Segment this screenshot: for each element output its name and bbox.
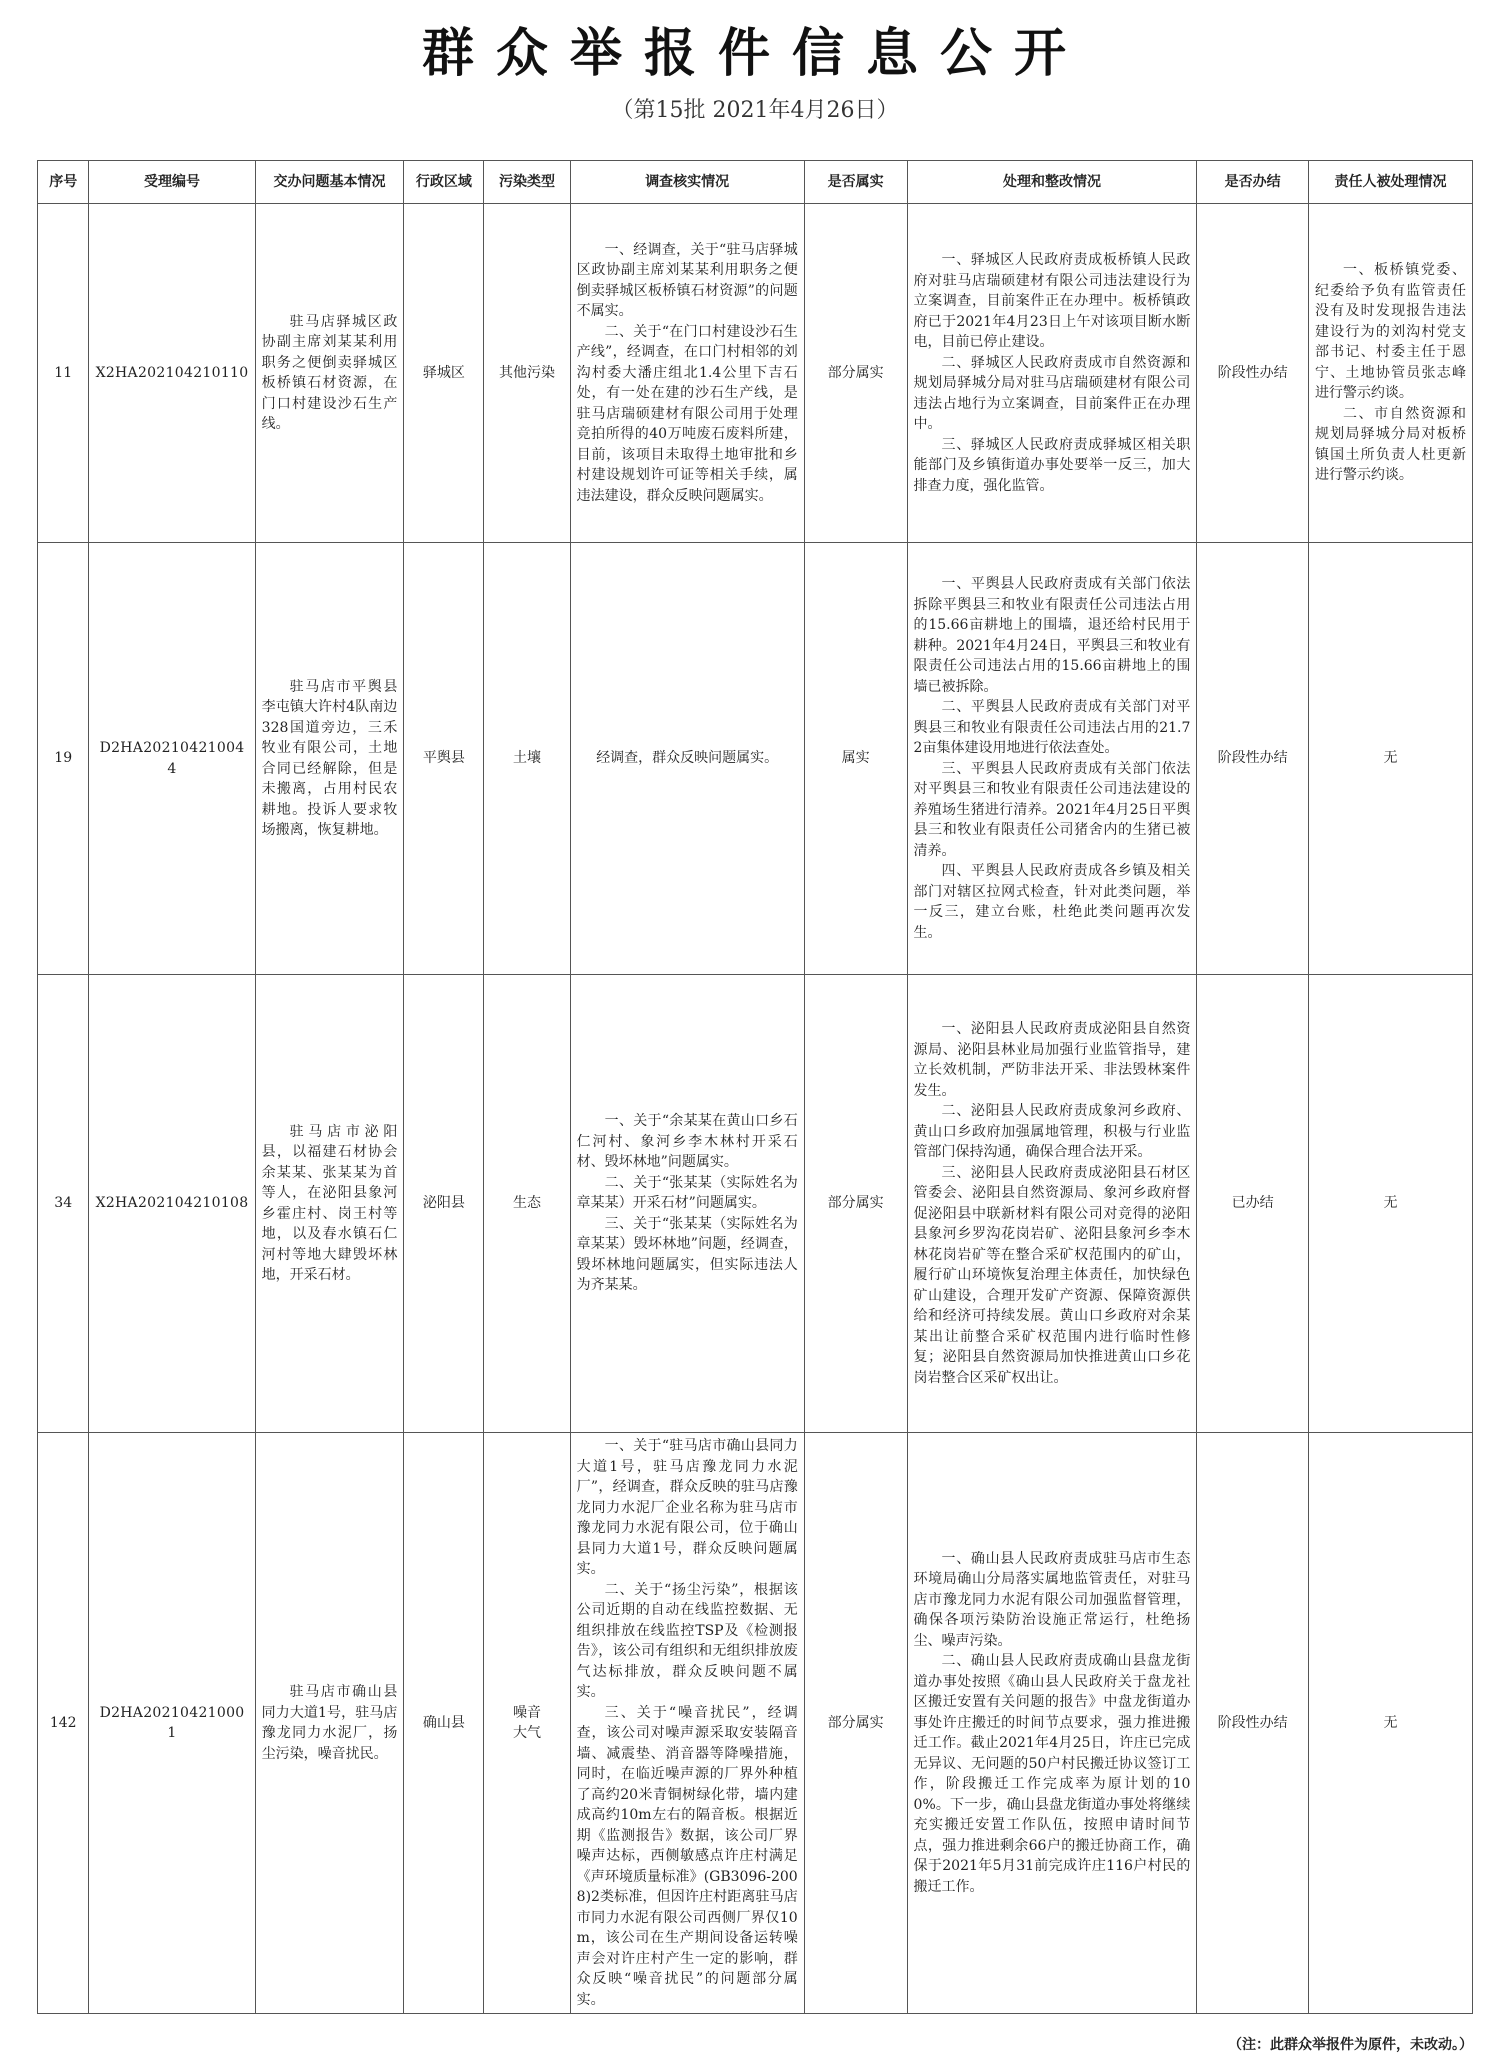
investigation-paragraph: 三、关于“噪音扰民”，经调查，该公司对噪声源采取安装隔音墙、减震垫、消音器等降噪措施，同时，在临近噪声源的厂界外种植了高约20米青铜树绿化带，墙内建成高约10m左右的隔音板。根据近期《监测报告》数据，该公司厂界噪声达标，西侧敏感点许庄村满足《声环境质量标准》(GB3096-2008)2类标准，但因许庄村距离驻马店市同力水泥有限公司西侧厂界仅10m，该公司在生产期间设备运转噪声会对许庄村产生一定的影响，群众反映“噪音扰民”的问题部分属实。 xyxy=(576,1704,798,2008)
accountability-paragraph: 无 xyxy=(1383,1195,1398,1212)
footnote: （注：此群众举报件为原件，未改动。） xyxy=(1228,2037,1473,2053)
report-table xyxy=(37,160,1473,2014)
page-subtitle: （第15批 2021年4月26日） xyxy=(611,98,899,123)
rectification-paragraph: 一、确山县人民政府责成驻马店市生态环境局确山分局落实属地监管责任，对驻马店市豫龙同力水泥有限公司加强监督管理，确保各项污染防治设施正常运行，杜绝扬尘、噪声污染。 xyxy=(913,1550,1191,1649)
header-code: 受理编号 xyxy=(89,161,255,204)
rectification-paragraph: 三、平舆县人民政府责成有关部门依法对平舆县三和牧业有限责任公司违法建设的养殖场生猪进行清养。2021年4月25日平舆县三和牧业有限责任公司猪舍内的生猪已被清养。 xyxy=(913,760,1191,859)
investigation-paragraph: 经调查，群众反映问题属实。 xyxy=(596,750,779,767)
cell-rectification xyxy=(907,204,1197,543)
table-row xyxy=(38,204,1473,543)
header-investigation: 调查核实情况 xyxy=(570,161,804,204)
cell-closed: 阶段性办结 xyxy=(1197,1433,1309,2014)
cell-code: D2HA202104210044 xyxy=(89,543,255,975)
rectification-paragraph: 二、泌阳县人民政府责成象河乡政府、黄山口乡政府加强属地管理，积极与行业监管部门保持沟通，确保合理合法开采。 xyxy=(913,1103,1191,1160)
cell-seq: 11 xyxy=(38,204,89,543)
cell-pollution: 其他污染 xyxy=(484,204,570,543)
cell-investigation xyxy=(570,543,804,975)
cell-verified: 部分属实 xyxy=(804,1433,907,2014)
table-header-row xyxy=(38,161,1473,204)
header-issue: 交办问题基本情况 xyxy=(255,161,404,204)
rectification-paragraph: 三、泌阳县人民政府责成泌阳县石材区管委会、泌阳县自然资源局、象河乡政府督促泌阳县中联新材料有限公司对竞得的泌阳县象河乡罗沟花岗岩矿、泌阳县象河乡李木林花岗岩矿等在整合采矿权范围内的矿山，履行矿山环境恢复治理主体责任，加快绿色矿山建设，合理开发矿产资源、保障资源供给和经济可持续发展。黄山口乡政府对余某某出让前整合采矿权范围内进行临时性修复；泌阳县自然资源局加快推进黄山口乡花岗岩整合区采矿权出让。 xyxy=(913,1164,1191,1386)
cell-verified: 部分属实 xyxy=(804,975,907,1433)
table-row xyxy=(38,975,1473,1433)
investigation-paragraph: 一、经调查，关于“驻马店驿城区政协副主席刘某某利用职务之便倒卖驿城区板桥镇石材资源”的问题不属实。 xyxy=(576,241,798,320)
cell-region: 泌阳县 xyxy=(404,975,484,1433)
cell-pollution: 噪音 大气 xyxy=(484,1433,570,2014)
cell-issue: 驻马店驿城区政协副主席刘某某利用职务之便倒卖驿城区板桥镇石材资源，在门口村建设沙石生产线。 xyxy=(255,204,404,543)
investigation-paragraph: 三、关于“张某某（实际姓名为章某某）毁坏林地”问题，经调查，毁坏林地问题属实，但实际违法人为齐某某。 xyxy=(576,1215,798,1294)
page-title: 群众举报件信息公开 xyxy=(421,23,1088,84)
accountability-paragraph: 二、市自然资源和规划局驿城分局对板桥镇国土所负责人杜更新进行警示约谈。 xyxy=(1314,405,1466,484)
header-region: 行政区域 xyxy=(404,161,484,204)
cell-region: 驿城区 xyxy=(404,204,484,543)
accountability-paragraph: 一、板桥镇党委、纪委给予负有监管责任没有及时发现报告违法建设行为的刘沟村党支部书记、村委主任于恩宁、土地协管员张志峰进行警示约谈。 xyxy=(1314,262,1466,402)
cell-investigation xyxy=(570,204,804,543)
investigation-paragraph: 二、关于“扬尘污染”，根据该公司近期的自动在线监控数据、无组织排放在线监控TSP及《检测报告》，该公司有组织和无组织排放废气达标排放，群众反映问题不属实。 xyxy=(576,1581,798,1700)
cell-closed: 阶段性办结 xyxy=(1197,543,1309,975)
accountability-paragraph: 无 xyxy=(1383,750,1398,767)
header-verified: 是否属实 xyxy=(804,161,907,204)
cell-closed: 已办结 xyxy=(1197,975,1309,1433)
rectification-paragraph: 二、驿城区人民政府责成市自然资源和规划局驿城分局对驻马店瑞硕建材有限公司违法占地行为立案调查，目前案件正在办理中。 xyxy=(913,354,1191,432)
table-row xyxy=(38,1433,1473,2014)
cell-rectification xyxy=(907,543,1197,975)
investigation-paragraph: 一、关于“余某某在黄山口乡石仁河村、象河乡李木林村开采石材、毁坏林地”问题属实。 xyxy=(576,1113,798,1171)
cell-region: 平舆县 xyxy=(404,543,484,975)
cell-verified: 属实 xyxy=(804,543,907,975)
cell-rectification xyxy=(907,975,1197,1433)
cell-seq: 34 xyxy=(38,975,89,1433)
cell-code: X2HA202104210110 xyxy=(89,204,255,543)
accountability-paragraph: 无 xyxy=(1383,1714,1398,1731)
rectification-paragraph: 三、驿城区人民政府责成驿城区相关职能部门及乡镇街道办事处要举一反三，加大排查力度，强化监管。 xyxy=(913,436,1191,494)
cell-accountability xyxy=(1308,204,1472,543)
header-accountability: 责任人被处理情况 xyxy=(1308,161,1472,204)
cell-accountability xyxy=(1308,543,1472,975)
cell-issue: 驻马店市平舆县李屯镇大许村4队南边328国道旁边，三禾牧业有限公司，土地合同已经解除，但是未搬离，占用村民农耕地。投诉人要求牧场搬离，恢复耕地。 xyxy=(255,543,404,975)
cell-code: X2HA202104210108 xyxy=(89,975,255,1433)
cell-issue: 驻马店市确山县同力大道1号，驻马店豫龙同力水泥厂，扬尘污染，噪音扰民。 xyxy=(255,1433,404,2014)
cell-issue: 驻马店市泌阳县，以福建石材协会余某某、张某某为首等人，在泌阳县象河乡霍庄村、岗王村等地，以及春水镇石仁河村等地大肆毁坏林地，开采石材。 xyxy=(255,975,404,1433)
cell-accountability xyxy=(1308,975,1472,1433)
cell-code: D2HA202104210001 xyxy=(89,1433,255,2014)
cell-accountability xyxy=(1308,1433,1472,2014)
rectification-paragraph: 四、平舆县人民政府责成各乡镇及相关部门对辖区拉网式检查，针对此类问题，举一反三，建立台账，杜绝此类问题再次发生。 xyxy=(913,863,1191,941)
header-seq: 序号 xyxy=(38,161,89,204)
rectification-paragraph: 一、平舆县人民政府责成有关部门依法拆除平舆县三和牧业有限责任公司违法占用的15.66亩耕地上的围墙，退还给村民用于耕种。2021年4月24日，平舆县三和牧业有限责任公司违法占用的15.66亩耕地上的围墙已被拆除。 xyxy=(913,576,1191,695)
rectification-paragraph: 二、平舆县人民政府责成有关部门对平舆县三和牧业有限责任公司违法占用的21.72亩集体建设用地进行依法查处。 xyxy=(913,699,1191,756)
cell-investigation xyxy=(570,975,804,1433)
cell-rectification xyxy=(907,1433,1197,2014)
investigation-paragraph: 二、关于“在门口村建设沙石生产线”，经调查，在口门村相邻的刘沟村委大潘庄组北1.4公里下吉石处，有一处在建的沙石生产线，是驻马店瑞硕建材有限公司用于处理竞拍所得的40万吨废石废料所建，目前，该项目未取得土地审批和乡村建设规划许可证等相关手续，属违法建设，群众反映问题属实。 xyxy=(576,323,798,504)
rectification-paragraph: 一、驿城区人民政府责成板桥镇人民政府对驻马店瑞硕建材有限公司违法建设行为立案调查，目前案件正在办理中。板桥镇政府已于2021年4月23日上午对该项目断水断电，目前已停止建设。 xyxy=(913,252,1191,350)
header-closed: 是否办结 xyxy=(1197,161,1309,204)
cell-verified: 部分属实 xyxy=(804,204,907,543)
investigation-paragraph: 一、关于“驻马店市确山县同力大道1号，驻马店豫龙同力水泥厂”，经调查，群众反映的驻马店豫龙同力水泥厂企业名称为驻马店市豫龙同力水泥有限公司，位于确山县同力大道1号，群众反映问题属实。 xyxy=(576,1438,798,1577)
cell-pollution: 土壤 xyxy=(484,543,570,975)
cell-seq: 142 xyxy=(38,1433,89,2014)
rectification-paragraph: 二、确山县人民政府责成确山县盘龙街道办事处按照《确山县人民政府关于盘龙社区搬迁安置有关问题的报告》中盘龙街道办事处许庄搬迁的时间节点要求，强力推进搬迁工作。截止2021年4月25日，许庄已完成无异议、无问题的50户村民搬迁协议签订工作，阶段搬迁工作完成率为原计划的100%。下一步，确山县盘龙街道办事处将继续充实搬迁安置工作队伍，按照申请时间节点，强力推进剩余66户的搬迁协商工作，确保于2021年5月31前完成许庄116户村民的搬迁工作。 xyxy=(913,1653,1191,1895)
cell-pollution: 生态 xyxy=(484,975,570,1433)
table-row xyxy=(38,543,1473,975)
header-rectification: 处理和整改情况 xyxy=(907,161,1197,204)
cell-investigation xyxy=(570,1433,804,2014)
cell-seq: 19 xyxy=(38,543,89,975)
cell-region: 确山县 xyxy=(404,1433,484,2014)
header-pollution: 污染类型 xyxy=(484,161,570,204)
cell-closed: 阶段性办结 xyxy=(1197,204,1309,543)
rectification-paragraph: 一、泌阳县人民政府责成泌阳县自然资源局、泌阳县林业局加强行业监管指导，建立长效机制，严防非法开采、非法毁林案件发生。 xyxy=(913,1021,1191,1099)
investigation-paragraph: 二、关于“张某某（实际姓名为章某某）开采石材”问题属实。 xyxy=(576,1174,798,1212)
